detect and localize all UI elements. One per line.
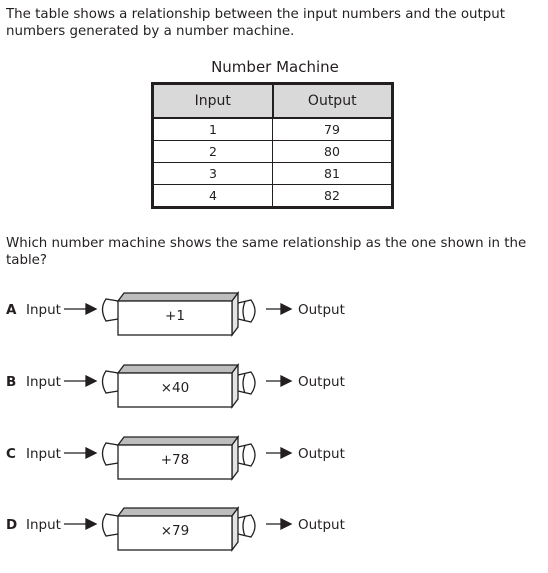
output-cell: 81 — [273, 163, 393, 185]
input-cell: 4 — [153, 185, 273, 208]
input-cell: 1 — [153, 118, 273, 141]
input-label: Input — [26, 374, 61, 390]
table-row — [153, 141, 393, 163]
machine-operation: ×40 — [160, 380, 190, 396]
intro-text: The table shows a relationship between the input numbers and the output numbers generated by a number machine. — [6, 7, 506, 39]
answer-option-a[interactable] — [0, 287, 548, 347]
number-machine-diagram — [0, 287, 548, 347]
option-letter: A — [6, 302, 17, 318]
answer-option-d[interactable] — [0, 502, 548, 562]
output-cell: 82 — [273, 185, 393, 208]
table-row — [153, 163, 393, 185]
output-cell: 79 — [273, 118, 393, 141]
output-label: Output — [298, 517, 345, 533]
number-machine-diagram — [0, 431, 548, 491]
option-letter: C — [6, 446, 16, 462]
output-cell: 80 — [273, 141, 393, 163]
output-column-header: Output — [273, 84, 393, 119]
input-label: Input — [26, 302, 61, 318]
answer-option-b[interactable] — [0, 359, 548, 419]
machine-operation: +78 — [160, 452, 190, 468]
answer-option-c[interactable] — [0, 431, 548, 491]
number-machine-table — [151, 82, 394, 209]
table-header-row — [153, 84, 393, 119]
output-label: Output — [298, 374, 345, 390]
table-row — [153, 185, 393, 208]
input-cell: 2 — [153, 141, 273, 163]
table-row — [153, 118, 393, 141]
machine-operation: ×79 — [160, 523, 190, 539]
input-column-header: Input — [153, 84, 273, 119]
machine-operation: +1 — [165, 308, 185, 324]
question-text: Which number machine shows the same relationship as the one shown in the table? — [6, 236, 527, 268]
input-cell: 3 — [153, 163, 273, 185]
table-title: Number Machine — [211, 58, 339, 76]
input-label: Input — [26, 446, 61, 462]
option-letter: B — [6, 374, 17, 390]
output-label: Output — [298, 446, 345, 462]
input-label: Input — [26, 517, 61, 533]
output-label: Output — [298, 302, 345, 318]
option-letter: D — [6, 517, 18, 533]
number-machine-diagram — [0, 359, 548, 419]
number-machine-diagram — [0, 502, 548, 562]
